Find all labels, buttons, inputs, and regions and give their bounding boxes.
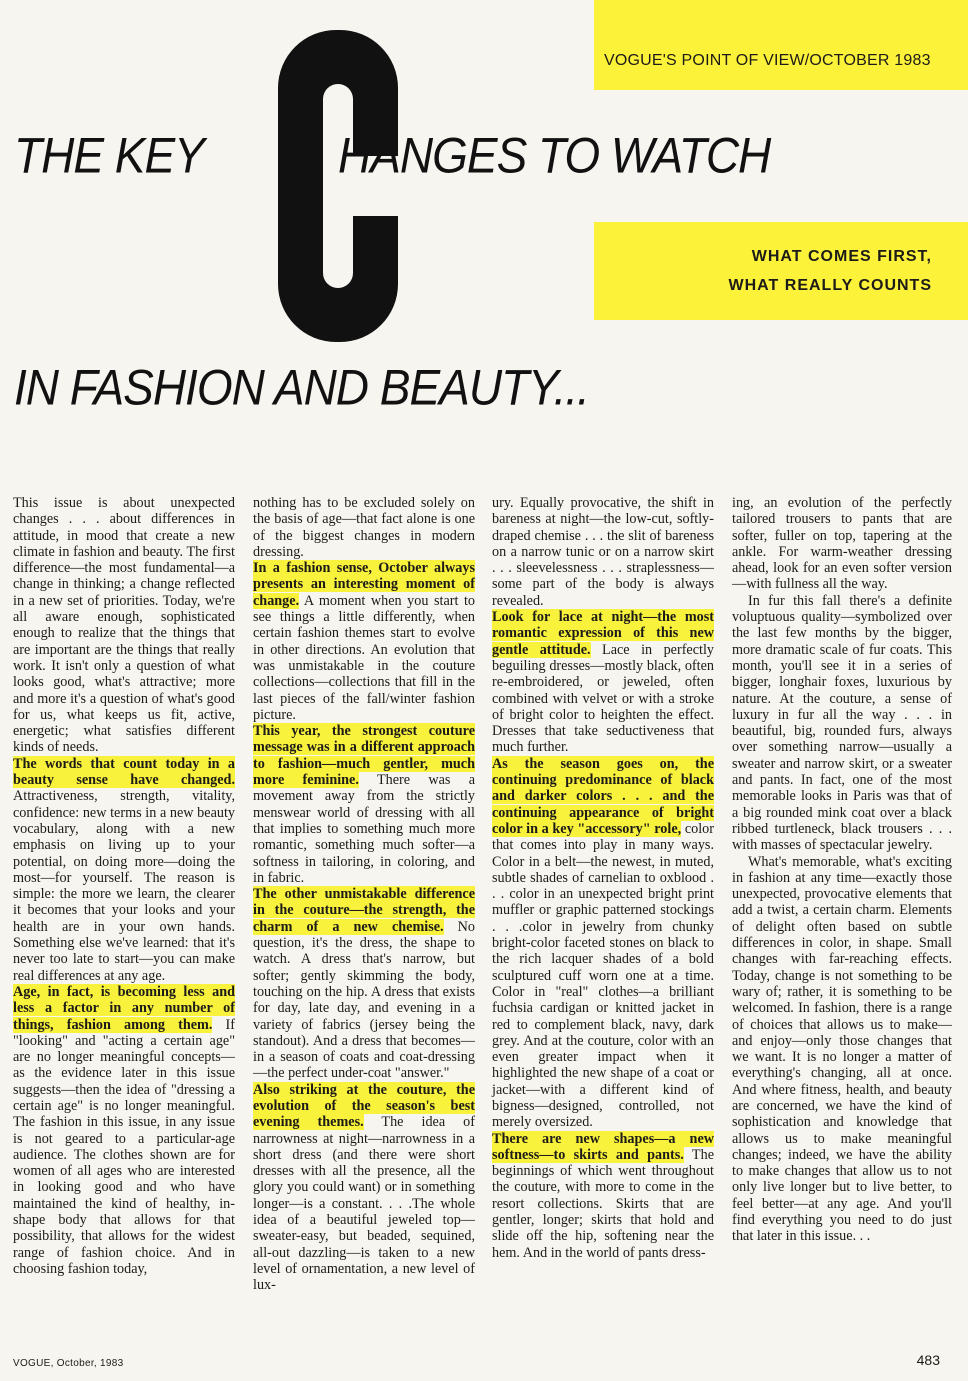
body-text: Lace in perfectly beguiling dresses—mostly black, often re-embroidered, or jeweled, often combined with velvet or with a stroke of bright color to heighten the effect. Dresses that take seductiveness that much further. — [492, 641, 714, 756]
article-column-4 — [732, 495, 952, 1245]
paragraph — [253, 886, 475, 1082]
tagline — [600, 242, 932, 300]
body-text: This issue is about unexpected changes . . . about differences in attitude, in mood that create a new climate in fashion and beauty. The first difference—the most fundamental—a change in thinking; a change reflected in a new set of priorities. Today, we're all aware enough, sophisticated enough to realize that the things that are important are the things that really work. It isn't only a question of what looks good, what's attractive; more and more it's a question of what's good for us, what keeps us fit, active, energetic; what satisfies different kinds of needs. — [13, 495, 235, 756]
footer-credit: VOGUE, October, 1983 — [13, 1358, 124, 1369]
body-text: color that comes into play in many ways. Color in a belt—the newest, in muted, subtle shades of carnelian to oxblood . . . color in an unexpected bright print muffler or graphic patterned stockings . . .color in jewelry from chunky bright-color faceted stones on black to the rich lacquer shades of a bold sculptured cuff worn one at a time. Color in "real" clothes—a brilliant fuchsia cardigan or knitted jacket in red to complement black, navy, dark grey. And at the couture, color with an even greater impact when it highlighted the new shape of a coat or jacket—with a different kind of bigness—designed, controlled, not merely oversized. — [492, 820, 715, 1131]
highlighted-lead: As the season goes on, the continuing predominance of black and darker colors . . . and the continuing appearance of bright color in a key "accessory" role, — [492, 755, 714, 837]
headline-part-3: IN FASHION AND BEAUTY... — [14, 359, 589, 416]
paragraph — [492, 609, 714, 756]
headline-part-2: HANGES TO WATCH — [338, 127, 771, 184]
paragraph — [253, 495, 475, 560]
paragraph — [732, 854, 952, 1245]
highlighted-lead: The other unmistakable difference in the couture—the strength, the charm of a new chemise. — [253, 886, 475, 935]
body-text: There was a movement away from the strictly menswear world of dressing with all that implies to something much more romantic, something much softer—a softness in tailoring, in coloring, and in fabric. — [253, 772, 475, 886]
highlighted-lead: The words that count today in a beauty sense have changed. — [13, 755, 235, 789]
highlighted-lead: Look for lace at night—the most romantic expression of this new gentle attitude. — [492, 609, 714, 658]
body-text: The idea of narrowness at night—narrowness in a short dress (and there were short dresses with all the presence, all the glory you could want) or in something longer—is a constant. . . .The whole idea of a beautiful jeweled top—sweater-easy, but beaded, sequined, all-out dazzling—is taken to a new level of ornamentation, a new level of lux- — [253, 1114, 475, 1294]
body-text: nothing has to be excluded solely on the basis of age—that fact alone is one of the biggest changes in modern dressing. — [253, 495, 475, 560]
body-text: A moment when you start to see things a little differently, when certain fashion themes start to evolve in other directions. An evolution that was unmistakable in the couture collections—collections that fill in the last pieces of the fall/winter fashion picture. — [253, 592, 475, 723]
body-text: ing, an evolution of the perfectly tailored trousers to pants that are softer, fuller on top, tapering at the ankle. For warm-weather dressing ahead, look for an even softer version—with fullness all the way. — [732, 495, 952, 593]
paragraph — [13, 984, 235, 1277]
body-text: If "looking" and "acting a certain age" are no longer meaningful concepts—as the evidence later in this issue suggests—then the idea of "dressing a certain age" is no longer meaningful. The fashion in this issue, in any issue is not geared to a particular-age audience. The clothes shown are for women of all ages who are interested in looking good and who have maintained the kind of healthy, in-shape body that allows for that possibility, that allows for the widest range of fashion choice. And in choosing fashion today, — [13, 1016, 235, 1277]
body-text: ury. Equally provocative, the shift in bareness at night—the low-cut, softly-draped chemise . . . the slit of bareness on a narrow tunic or on a narrow skirt . . . sleevelessness . . . straplessness—some part of the body is always revealed. — [492, 495, 714, 609]
body-text: No question, it's the dress, the shape to watch. A dress that's narrow, but softer; gently skimming the body, touching on the hip. A dress that exists for day, late day, and evening in a variety of fabrics (jersey being the standout). And a dress that becomes—in a season of coats and coat-dressing—the perfect under-coat "answer." — [253, 918, 475, 1082]
body-text: In fur this fall there's a definite voluptuous quality—symbolized over the last few months by the bigger, more dramatic scale of fur coats. This month, you'll see it in a series of bigger, longhair foxes, luxurious by nature. At the couture, a sense of luxury in fur all the way . . . in beautiful, big, rounded furs, always over something narrow—usually a sweater and narrow skirt, or a sweater and pants. In fact, one of the most memorable looks in Paris was that of a big rounded mink coat over a black ribbed turtleneck, black trousers . . . with masses of spectacular jewelry. — [732, 592, 952, 854]
highlighted-lead: There are new shapes—a new softness—to skirts and pants. — [492, 1130, 714, 1163]
paragraph — [13, 495, 235, 756]
headline-part-1: THE KEY — [14, 127, 204, 184]
header-yellow-band — [594, 0, 968, 90]
highlighted-lead: This year, the strongest couture message was in a different approach to fashion—much gentler, much more feminine. — [253, 723, 475, 789]
big-c-letter — [278, 30, 398, 342]
body-text: The beginnings of which went throughout the couture, with more to come in the resort collections. Skirts that are gentler, longer; skirts that hold and slide off the hip, softening near the hem. And in the world of pants dress- — [492, 1146, 714, 1261]
paragraph — [253, 723, 475, 886]
paragraph — [253, 1082, 475, 1294]
paragraph — [492, 495, 714, 609]
article-column-2 — [253, 495, 475, 1294]
paragraph — [492, 1131, 714, 1261]
paragraph — [732, 593, 952, 854]
highlighted-lead: In a fashion sense, October always presents an interesting moment of change. — [253, 560, 475, 609]
section-label: VOGUE'S POINT OF VIEW/OCTOBER 1983 — [604, 52, 931, 69]
highlighted-lead: Also striking at the couture, the evolution of the season's best evening themes. — [253, 1081, 475, 1131]
highlighted-lead: Age, in fact, is becoming less and less a factor in any number of things, fashion among them. — [13, 983, 235, 1033]
tagline-line-2: WHAT REALLY COUNTS — [728, 277, 932, 294]
paragraph — [253, 560, 475, 723]
paragraph — [492, 756, 714, 1131]
body-text: Attractiveness, strength, vitality, confidence: new terms in a new beauty vocabulary, along with a new emphasis on living up to your potential, on doing more—doing the most—for yourself. The reason is simple: the more we learn, the clearer it becomes that your looks and your health are in your own hands. Something else we've learned: that it's never too late to start—you can make real differences at any age. — [13, 788, 235, 984]
page-number: 483 — [916, 1352, 940, 1368]
article-column-3 — [492, 495, 714, 1261]
paragraph — [732, 495, 952, 593]
article-column-1 — [13, 495, 235, 1277]
body-text: What's memorable, what's exciting in fashion at any time—exactly those unexpected, provocative elements that add a twist, a certain charm. Elements of delight often based on subtle differences in color, in shape. Small changes with far-reaching effects. Today, change is not something to be wary of; rather, it is something to be welcomed. In fashion, there is a range of choices that allows us to make—and enjoy—only those changes that we want. It is no longer a matter of everything's changing, all at once. And where fitness, health, and beauty are concerned, we have the kind of sophistication and knowledge that allows us to make meaningful changes; indeed, we have the ability to make changes that allow us to not only live longer but to live better, to feel better—at any age. And you'll find everything you need to do just that later in this issue. . . — [732, 853, 952, 1245]
paragraph — [13, 756, 235, 984]
tagline-line-1: WHAT COMES FIRST, — [751, 248, 932, 265]
